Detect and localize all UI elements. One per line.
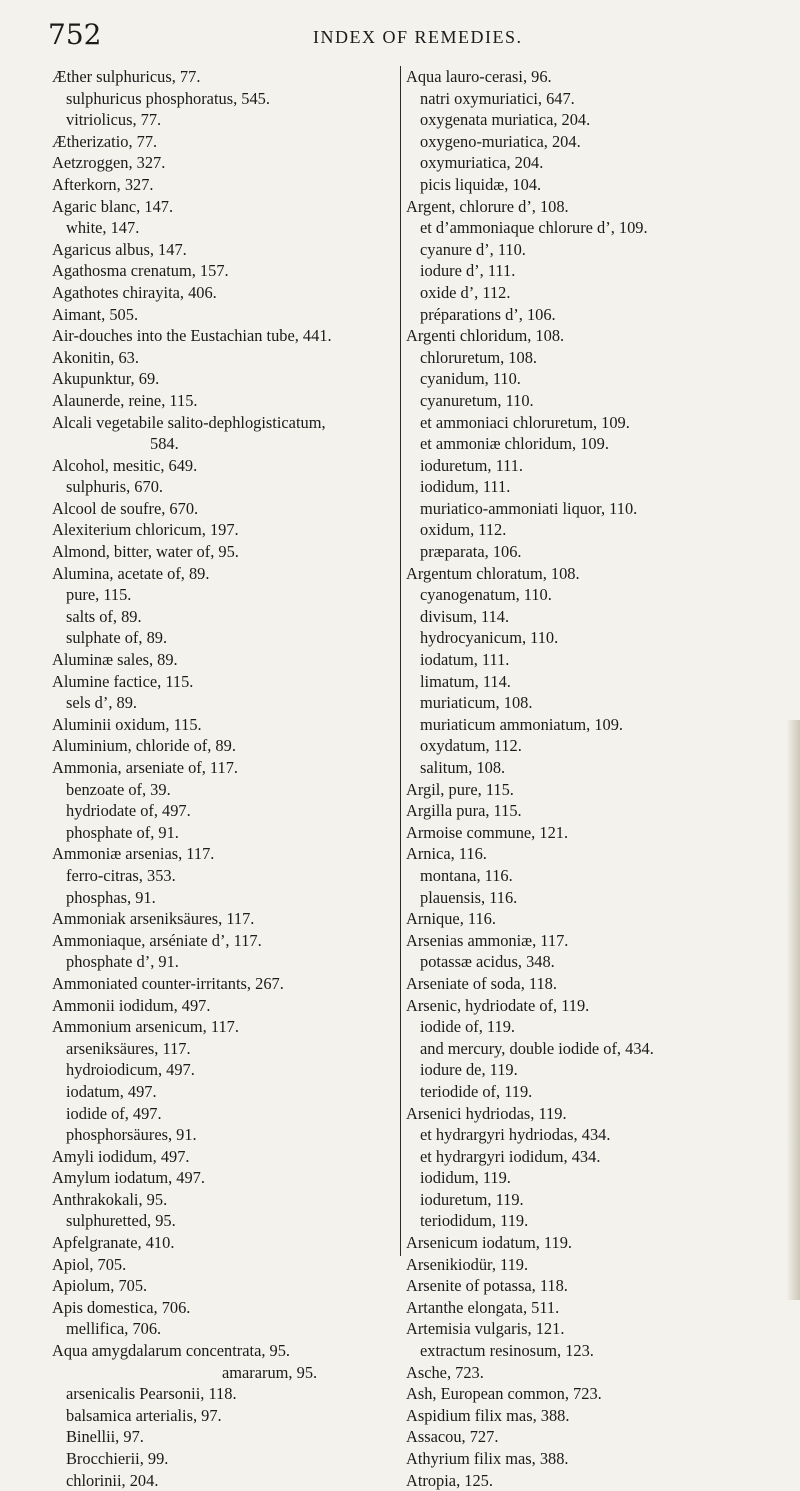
index-column-left (52, 66, 397, 1491)
index-entry: Air-douches into the Eustachian tube, 441. (52, 326, 332, 346)
index-entry: Amylum iodatum, 497. (52, 1168, 205, 1188)
index-entry: oxide d’, 112. (420, 282, 511, 302)
index-entry: oxydatum, 112. (420, 736, 522, 756)
index-entry: sulphate of, 89. (66, 628, 168, 648)
index-column-right (406, 66, 756, 1491)
index-entry: Amyli iodidum, 497. (52, 1146, 190, 1166)
index-entry: Alexiterium chloricum, 197. (52, 520, 239, 540)
index-entry: Ammonium arsenicum, 117. (52, 1017, 239, 1037)
index-entry: phosphas, 91. (66, 887, 156, 907)
index-entry: Arsenias ammoniæ, 117. (406, 930, 569, 950)
index-entry: white, 147. (66, 218, 140, 238)
index-entry: Binellii, 97. (66, 1427, 144, 1447)
index-entry: chloruretum, 108. (420, 347, 537, 367)
index-entry: Aqua lauro-cerasi, 96. (406, 67, 552, 86)
index-entry: divisum, 114. (420, 606, 510, 626)
index-entry: arseniksäures, 117. (66, 1038, 191, 1058)
page-edge-shadow (786, 720, 800, 1300)
index-entry: iodide of, 497. (66, 1103, 162, 1123)
index-entry: Argentum chloratum, 108. (406, 563, 580, 583)
index-entry: Akupunktur, 69. (52, 369, 160, 389)
index-entry: Alumina, acetate of, 89. (52, 563, 210, 583)
index-entry: Ammoniated counter-irritants, 267. (52, 973, 284, 993)
index-entry: Arsenic, hydriodate of, 119. (406, 995, 590, 1015)
index-entry: oxymuriatica, 204. (420, 153, 544, 173)
index-entry: Ammoniæ arsenias, 117. (52, 844, 215, 864)
index-entry: préparations d’, 106. (420, 304, 556, 324)
index-entry: benzoate of, 39. (66, 779, 171, 799)
index-entry: teriodide of, 119. (420, 1081, 533, 1101)
index-entry: Agathosma crenatum, 157. (52, 261, 229, 281)
page-number: 752 (48, 18, 102, 51)
index-entry: pure, 115. (66, 585, 132, 605)
index-entry: balsamica arterialis, 97. (66, 1405, 222, 1425)
index-entry: Asche, 723. (406, 1362, 484, 1382)
index-entry: et ammoniaci chloruretum, 109. (420, 412, 630, 432)
index-entry: ioduretum, 111. (420, 455, 524, 475)
index-entry: sulphuricus phosphoratus, 545. (66, 88, 270, 108)
index-entry: amararum, 95. (222, 1362, 318, 1382)
index-entry: Aluminii oxidum, 115. (52, 714, 202, 734)
index-entry: Alcali vegetabile salito-dephlogisticatum, (52, 412, 326, 432)
index-entry: cyanogenatum, 110. (420, 585, 552, 605)
index-entry: oxygeno-muriatica, 204. (420, 131, 581, 151)
index-entry: et ammoniæ chloridum, 109. (420, 434, 609, 454)
index-entry: chlorinii, 204. (66, 1470, 159, 1490)
index-entry: muriaticum ammoniatum, 109. (420, 714, 624, 734)
index-entry: Argil, pure, 115. (406, 779, 514, 799)
index-entry: Arseniate of soda, 118. (406, 973, 557, 993)
index-entry: Aimant, 505. (52, 304, 139, 324)
index-entry: Alumine factice, 115. (52, 671, 194, 691)
index-entry: Ætherizatio, 77. (52, 131, 158, 151)
index-entry: Alcohol, mesitic, 649. (52, 455, 198, 475)
index-entry: præparata, 106. (420, 542, 522, 562)
index-entry: Aspidium filix mas, 388. (406, 1405, 570, 1425)
index-entry: natri oxymuriatici, 647. (420, 88, 575, 108)
index-entry: salitum, 108. (420, 758, 506, 777)
index-entry: Ash, European common, 723. (406, 1384, 602, 1404)
index-entry: Apiol, 705. (52, 1254, 127, 1274)
index-entry: vitriolicus, 77. (66, 110, 162, 130)
index-entry: Ammonia, arseniate of, 117. (52, 758, 239, 777)
index-entry: Alaunerde, reine, 115. (52, 390, 198, 410)
index-entry: iodure d’, 111. (420, 261, 516, 281)
index-entry: mellifica, 706. (66, 1319, 162, 1339)
index-entry: teriodidum, 119. (420, 1211, 529, 1231)
index-entry: Ammoniak arseniksäures, 117. (52, 909, 255, 929)
page-header (48, 18, 770, 58)
index-entry: Atropia, 125. (406, 1470, 493, 1490)
index-entry: Aqua amygdalarum concentrata, 95. (52, 1341, 291, 1361)
index-entry: Aluminæ sales, 89. (52, 650, 178, 670)
index-entry: arsenicalis Pearsonii, 118. (66, 1384, 237, 1404)
index-entry: Arnica, 116. (406, 844, 487, 864)
index-entry: iodidum, 111. (420, 477, 511, 497)
index-entry: iodidum, 119. (420, 1168, 511, 1188)
index-entry: cyanuretum, 110. (420, 390, 534, 410)
index-entry: muriaticum, 108. (420, 693, 533, 713)
index-entry: iodure de, 119. (420, 1060, 518, 1080)
index-entry: Arnique, 116. (406, 909, 496, 929)
index-entry: Apiolum, 705. (52, 1276, 148, 1296)
index-entry: sulphuretted, 95. (66, 1211, 176, 1231)
index-entry: cyanidum, 110. (420, 369, 521, 389)
index-entry: limatum, 114. (420, 671, 511, 691)
index-entry: potassæ acidus, 348. (420, 952, 555, 972)
index-entry: Arsenici hydriodas, 119. (406, 1103, 567, 1123)
index-entry: iodatum, 111. (420, 650, 510, 670)
index-entry: montana, 116. (420, 865, 513, 885)
index-entry: Afterkorn, 327. (52, 174, 154, 194)
index-entry: hydrocyanicum, 110. (420, 628, 559, 648)
index-entry: Akonitin, 63. (52, 347, 139, 367)
index-entry: cyanure d’, 110. (420, 239, 526, 259)
index-entry: Aetzroggen, 327. (52, 153, 166, 173)
index-entry: Arsenicum iodatum, 119. (406, 1233, 573, 1253)
index-entry: ferro-citras, 353. (66, 865, 176, 885)
index-entry: Brocchierii, 99. (66, 1449, 169, 1468)
index-entry: sulphuris, 670. (66, 477, 163, 497)
index-entry: et d’ammoniaque chlorure d’, 109. (420, 218, 648, 238)
index-entry: et hydrargyri iodidum, 434. (420, 1146, 601, 1166)
index-entry: Anthrakokali, 95. (52, 1189, 168, 1209)
index-entry: Ammonii iodidum, 497. (52, 995, 211, 1015)
index-entry: oxygenata muriatica, 204. (420, 110, 591, 130)
index-entry: plauensis, 116. (420, 887, 518, 907)
index-entry: phosphorsäures, 91. (66, 1125, 197, 1145)
index-entry: Agaric blanc, 147. (52, 196, 174, 216)
index-entry: Almond, bitter, water of, 95. (52, 542, 239, 562)
index-entry: sels d’, 89. (66, 693, 138, 713)
index-entry: Aluminium, chloride of, 89. (52, 736, 236, 756)
index-entry: Athyrium filix mas, 388. (406, 1449, 569, 1468)
index-entry: muriatico-ammoniati liquor, 110. (420, 498, 638, 518)
index-entry: extractum resinosum, 123. (420, 1341, 594, 1361)
index-entry: iodatum, 497. (66, 1081, 157, 1101)
index-entry: Arsenikiodür, 119. (406, 1254, 529, 1274)
index-entry: Apfelgranate, 410. (52, 1233, 175, 1253)
index-entry: et hydrargyri hydriodas, 434. (420, 1125, 611, 1145)
index-entry: phosphate d’, 91. (66, 952, 179, 972)
index-entry: Agathotes chirayita, 406. (52, 282, 217, 302)
index-entry: Æther sulphuricus, 77. (52, 67, 201, 86)
index-entry: ioduretum, 119. (420, 1189, 524, 1209)
running-head: INDEX OF REMEDIES. (313, 27, 523, 47)
index-entry: Agaricus albus, 147. (52, 239, 187, 259)
index-entry: Armoise commune, 121. (406, 822, 569, 842)
index-entry: Argenti chloridum, 108. (406, 326, 565, 346)
index-entry: Arsenite of potassa, 118. (406, 1276, 568, 1296)
column-divider (400, 66, 401, 1256)
index-entry: Alcool de soufre, 670. (52, 498, 199, 518)
index-entry: phosphate of, 91. (66, 822, 179, 842)
index-entry: Ammoniaque, arséniate d’, 117. (52, 930, 262, 950)
index-entry: Argent, chlorure d’, 108. (406, 196, 569, 216)
index-entry: Artemisia vulgaris, 121. (406, 1319, 565, 1339)
index-entry: hydroiodicum, 497. (66, 1060, 195, 1080)
index-entry: hydriodate of, 497. (66, 801, 191, 821)
index-entry: oxidum, 112. (420, 520, 507, 540)
index-entry: Assacou, 727. (406, 1427, 499, 1447)
index-entry: 584. (150, 434, 179, 454)
index-entry: and mercury, double iodide of, 434. (420, 1038, 654, 1058)
index-entry: salts of, 89. (66, 606, 142, 626)
index-entry: picis liquidæ, 104. (420, 174, 542, 194)
index-entry: iodide of, 119. (420, 1017, 515, 1037)
index-entry: Argilla pura, 115. (406, 801, 522, 821)
index-entry: Artanthe elongata, 511. (406, 1297, 560, 1317)
index-entry: Apis domestica, 706. (52, 1297, 191, 1317)
